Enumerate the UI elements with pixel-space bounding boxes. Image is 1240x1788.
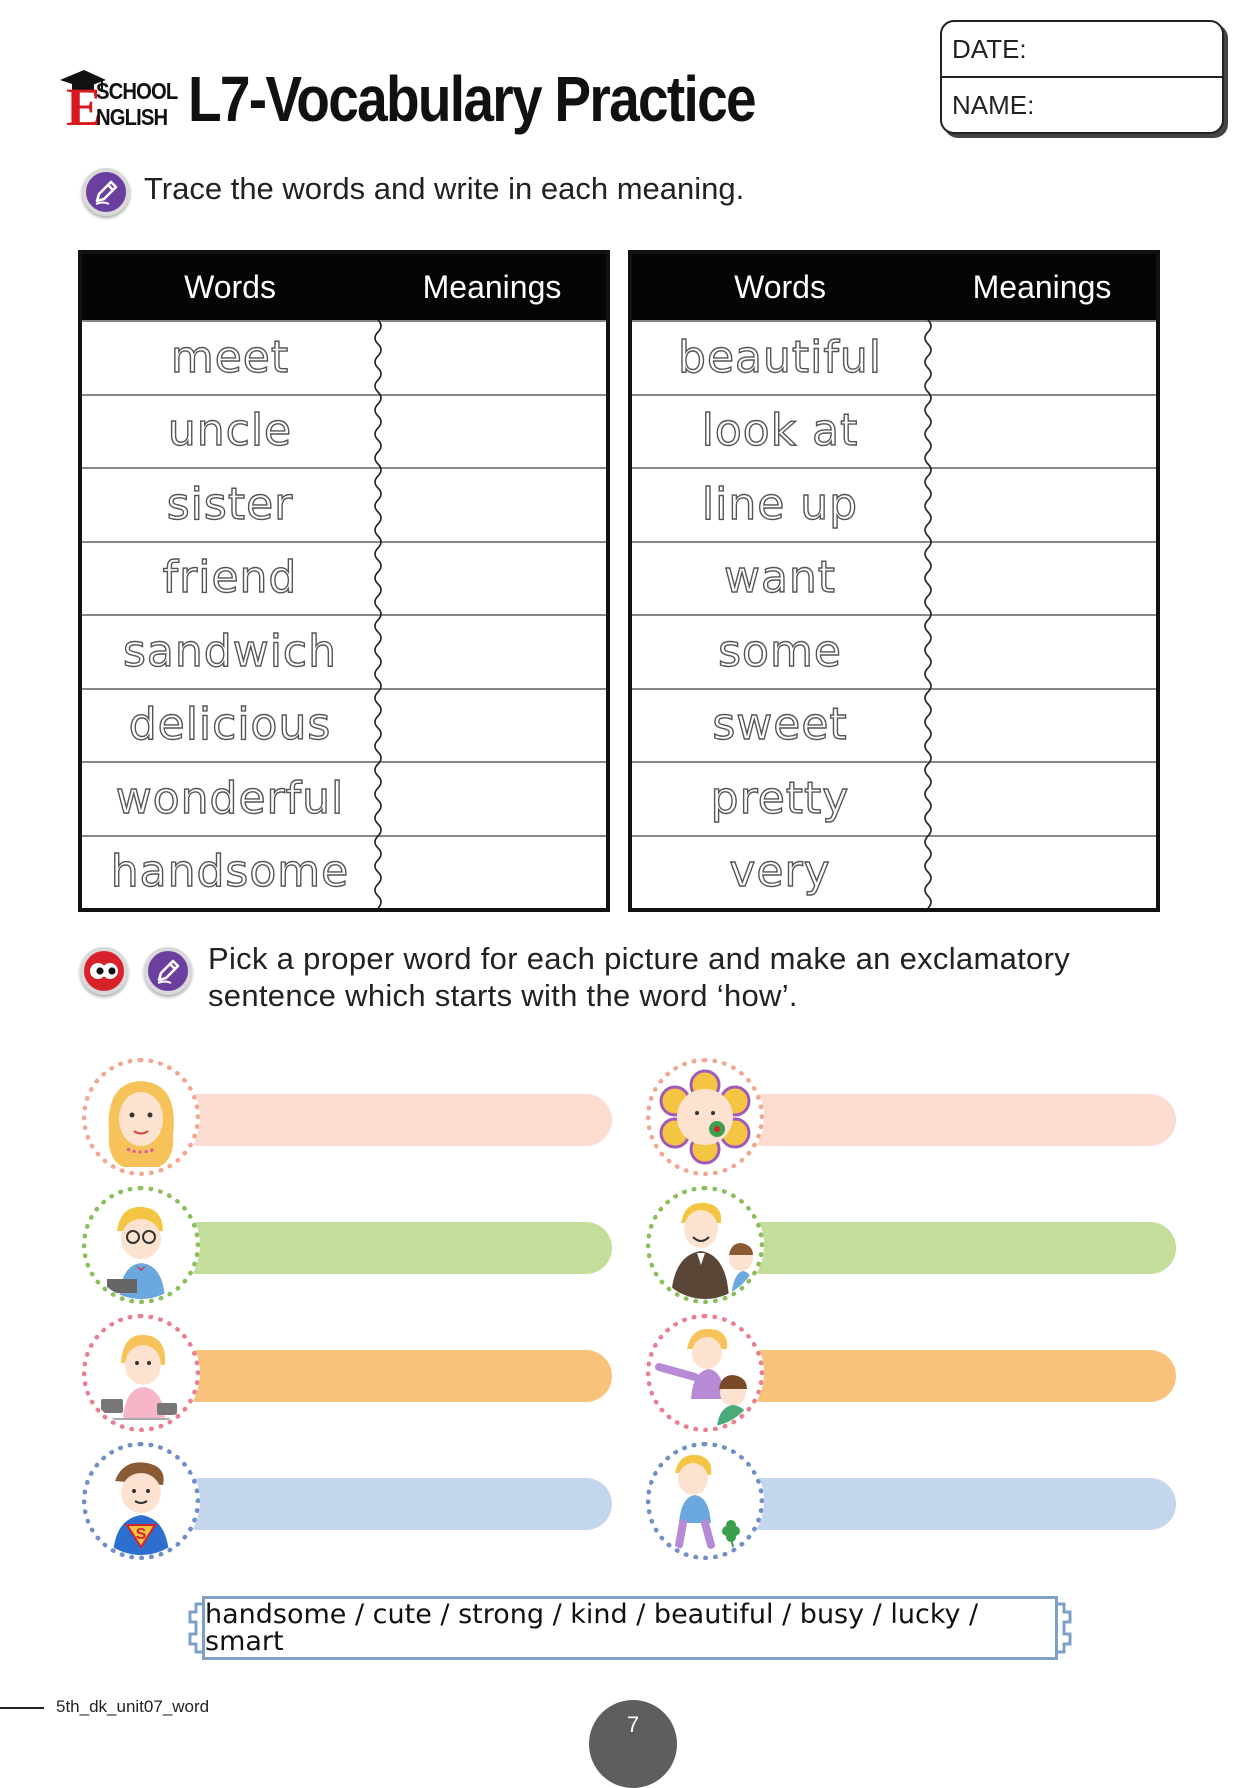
answer-row (82, 1186, 617, 1306)
column-header-meanings: Meanings (422, 269, 562, 305)
meaning-cell[interactable] (928, 616, 1156, 688)
trace-word: meet (170, 331, 290, 383)
trace-word: some (718, 625, 842, 677)
meaning-cell[interactable] (378, 690, 606, 762)
table-row (632, 614, 1156, 688)
meaning-cell[interactable] (928, 690, 1156, 762)
table-row (82, 614, 606, 688)
section1-instruction: Trace the words and write in each meaning. (144, 171, 745, 206)
meaning-cell[interactable] (928, 763, 1156, 835)
answer-row (82, 1058, 617, 1178)
answer-bar[interactable] (736, 1350, 1176, 1402)
answer-bar[interactable] (736, 1094, 1176, 1146)
meaning-cell[interactable] (928, 396, 1156, 468)
column-header-meanings: Meanings (972, 269, 1112, 305)
answer-row (82, 1314, 617, 1434)
trace-word: look at (701, 405, 859, 457)
meaning-cell[interactable] (928, 469, 1156, 541)
answer-bar[interactable] (172, 1478, 612, 1530)
picture-man-holding-boy (646, 1186, 764, 1304)
table-row (632, 688, 1156, 762)
picture-woman-with-necklace (82, 1058, 200, 1176)
table-body (632, 320, 1156, 908)
word-bank-frame (202, 1596, 1058, 1660)
word-bank (188, 1596, 1072, 1660)
trace-word: sister (166, 478, 294, 530)
trace-word: sweet (712, 699, 848, 751)
picture-boy-with-glasses-at-laptop (82, 1186, 200, 1304)
vocab-table-left (78, 250, 610, 912)
meaning-cell[interactable] (378, 616, 606, 688)
picture-flower-baby-face (646, 1058, 764, 1176)
svg-text:S: S (135, 1526, 147, 1543)
date-name-box (940, 20, 1224, 134)
section2-instruction (208, 940, 1070, 1014)
trace-word: handsome (110, 846, 350, 898)
meaning-cell[interactable] (378, 837, 606, 909)
table-row (632, 761, 1156, 835)
pencil-icon (144, 947, 192, 995)
table-row (82, 761, 606, 835)
pencil-icon (82, 168, 130, 216)
meaning-cell[interactable] (928, 322, 1156, 394)
eyes-icon (80, 947, 128, 995)
footer-document-code: 5th_dk_unit07_word (56, 1697, 210, 1716)
meaning-cell[interactable] (928, 543, 1156, 615)
logo-line-2: NGLISH (96, 104, 168, 130)
picture-boy-finding-clover (646, 1442, 764, 1560)
table-row (632, 320, 1156, 394)
picture-girl-on-phone-at-desk (82, 1314, 200, 1432)
trace-word: uncle (167, 405, 293, 457)
table-row (82, 320, 606, 394)
meaning-cell[interactable] (378, 543, 606, 615)
date-field[interactable]: DATE: (952, 34, 1027, 64)
table-body (82, 320, 606, 908)
meaning-cell[interactable] (928, 837, 1156, 909)
trace-word: line up (701, 478, 859, 530)
table-row (632, 541, 1156, 615)
page-title: L7-Vocabulary Practice (188, 63, 755, 135)
table-row (82, 467, 606, 541)
logo-line-1: SCHOOL (96, 78, 178, 104)
meaning-cell[interactable] (378, 322, 606, 394)
meaning-cell[interactable] (378, 469, 606, 541)
name-field[interactable]: NAME: (942, 76, 1222, 130)
page-number: 7 (589, 1700, 677, 1788)
answer-bar[interactable] (172, 1094, 612, 1146)
section2-instruction-line-2: sentence which starts with the word ‘how’. (208, 978, 798, 1014)
answer-bar[interactable] (736, 1222, 1176, 1274)
wavy-divider (922, 320, 934, 908)
column-header-words: Words (734, 269, 826, 305)
table-row (82, 688, 606, 762)
table-row (82, 394, 606, 468)
wavy-divider (372, 320, 384, 908)
trace-word: very (729, 846, 831, 898)
table-row (632, 835, 1156, 909)
trace-word: delicious (128, 699, 332, 751)
trace-word: sandwich (123, 625, 337, 677)
school-english-logo (58, 70, 178, 137)
answer-row (646, 1058, 1181, 1178)
picture-girl-pointing-at-boy (646, 1314, 764, 1432)
trace-word: want (723, 552, 837, 604)
answer-bar[interactable] (736, 1478, 1176, 1530)
table-header (632, 254, 1156, 320)
answer-row (646, 1442, 1181, 1562)
vocab-table-right (628, 250, 1160, 912)
meaning-cell[interactable] (378, 396, 606, 468)
logo-initial: E (66, 77, 103, 137)
trace-word: friend (162, 552, 298, 604)
section2-instruction-line-1: Pick a proper word for each picture and make an exclamatory (208, 941, 1070, 976)
table-row (82, 835, 606, 909)
word-bank-text: handsome / cute / strong / kind / beautiful / busy / lucky / smart (205, 1599, 979, 1657)
answer-row (646, 1314, 1181, 1434)
table-row (632, 394, 1156, 468)
answer-bar[interactable] (172, 1350, 612, 1402)
footer-rule (0, 1707, 44, 1709)
table-row (82, 541, 606, 615)
meaning-cell[interactable] (378, 763, 606, 835)
trace-word: pretty (710, 772, 850, 824)
trace-word: wonderful (115, 772, 345, 824)
answer-row (82, 1442, 617, 1562)
picture-superman-boy (82, 1442, 200, 1560)
answer-bar[interactable] (172, 1222, 612, 1274)
table-header (82, 254, 606, 320)
column-header-words: Words (184, 269, 276, 305)
table-row (632, 467, 1156, 541)
trace-word: beautiful (678, 331, 882, 383)
answer-row (646, 1186, 1181, 1306)
